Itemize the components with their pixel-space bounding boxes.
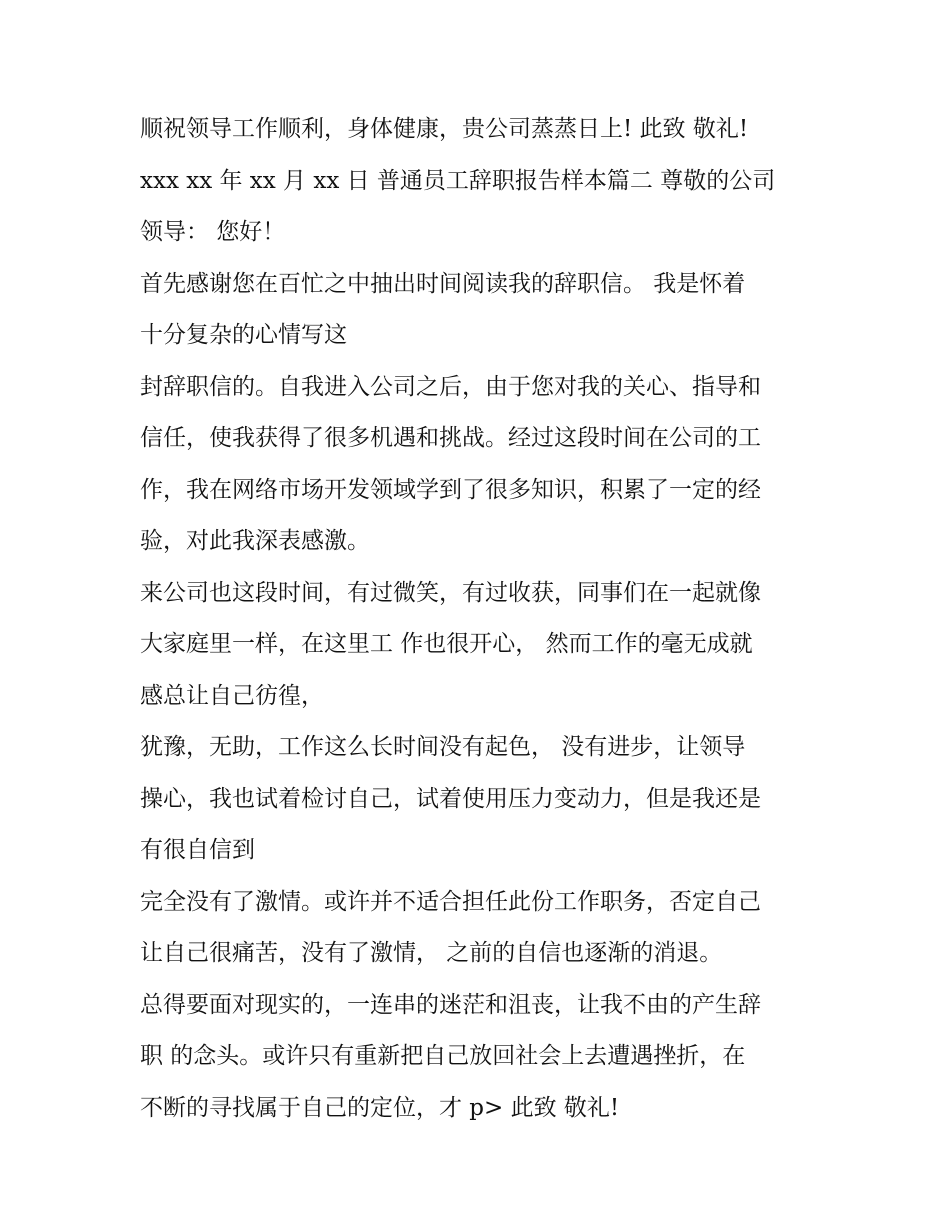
text-line: 让自己很痛苦，没有了激情， 之前的自信也逐渐的消退。 bbox=[140, 940, 723, 966]
text-line: 验，对此我深表感激。 bbox=[140, 528, 370, 554]
text-line: 完全没有了激情。或许并不适合担任此份工作职务，否定自己 bbox=[140, 888, 761, 915]
text-line: 领导： 您好！ bbox=[140, 219, 286, 245]
text-line: 作，我在网络市场开发领域学到了很多知识，积累了一定的经 bbox=[140, 476, 761, 503]
text-line: 封辞职信的。自我进入公司之后，由于您对我的关心、指导和 bbox=[140, 373, 761, 400]
text-line: 信任，使我获得了很多机遇和挑战。经过这段时间在公司的工 bbox=[140, 425, 761, 451]
text-line: xxx xx 年 xx 月 xx 日 普通员工辞职报告样本篇二 尊敬的公司 bbox=[140, 167, 776, 194]
text-line: 十分复杂的心情写这 bbox=[140, 322, 347, 348]
text-line: 职 的念头。或许只有重新把自己放回社会上去遭遇挫折，在 bbox=[140, 1043, 746, 1069]
text-line: 感总让自己彷徨， bbox=[140, 682, 324, 709]
text-line: 大家庭里一样，在这里工 作也很开心， 然而工作的毫无成就 bbox=[140, 631, 753, 657]
text-line: 来公司也这段时间，有过微笑，有过收获，同事们在一起就像 bbox=[140, 579, 761, 606]
text-line: 总得要面对现实的，一连串的迷茫和沮丧，让我不由的产生辞 bbox=[140, 991, 761, 1018]
document-body bbox=[140, 109, 820, 1139]
text-line: 首先感谢您在百忙之中抽出时间阅读我的辞职信。 我是怀着 bbox=[140, 270, 746, 297]
text-line: 有很自信到 bbox=[140, 837, 255, 863]
text-line: 顺祝领导工作顺利，身体健康，贵公司蒸蒸日上! 此致 敬礼! bbox=[140, 116, 749, 142]
text-line: 不断的寻找属于自己的定位，才 p> 此致 敬礼! bbox=[140, 1094, 620, 1121]
text-line: 操心，我也试着检讨自己，试着使用压力变动力，但是我还是 bbox=[140, 785, 761, 812]
text-line: 犹豫，无助，工作这么长时间没有起色， 没有进步，让领导 bbox=[140, 734, 746, 760]
